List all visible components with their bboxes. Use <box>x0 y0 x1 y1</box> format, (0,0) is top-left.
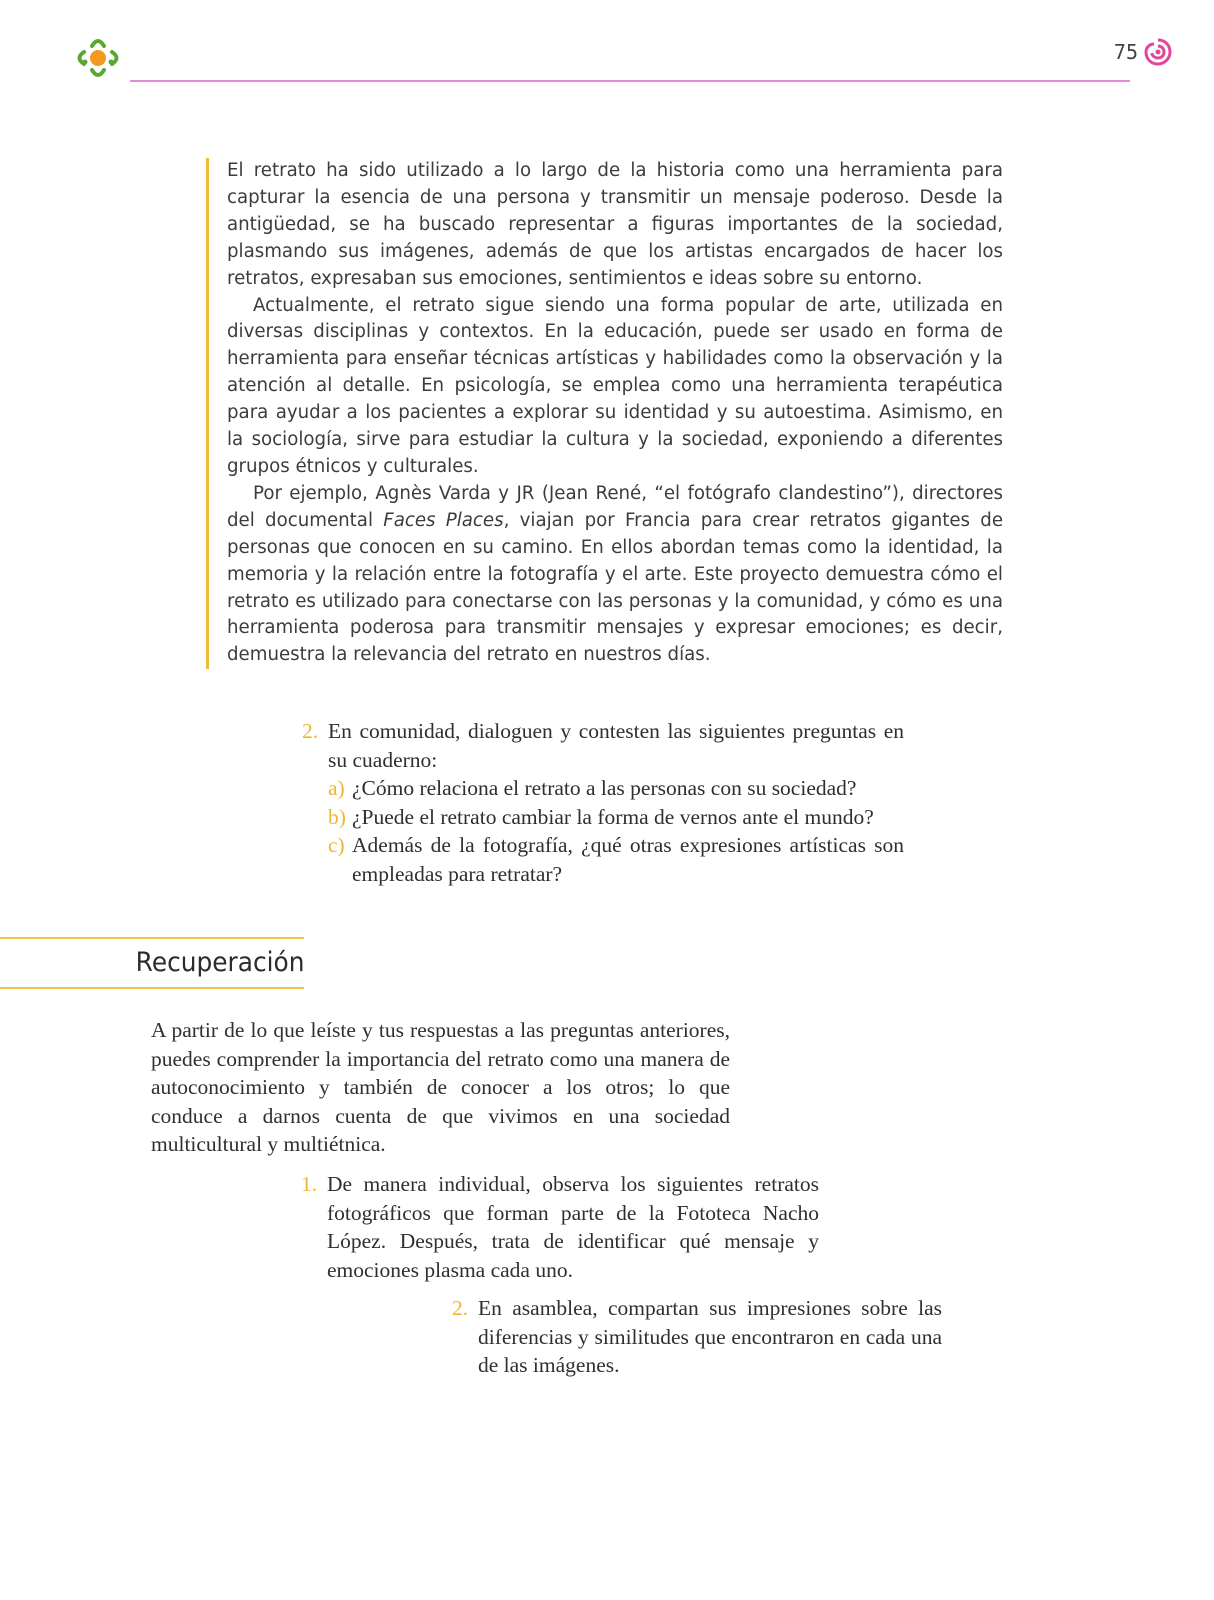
section-paragraph: A partir de lo que leíste y tus respuestas a las preguntas anteriores, puedes comprender la importancia del retrato como una manera de autoconocimiento y también de conocer a los otros; lo que conduce a darnos cuenta de que vivimos en una sociedad multicultural y multiétnica. <box>151 1018 730 1157</box>
activity-item <box>301 1170 819 1284</box>
flower-logo-icon <box>72 32 124 84</box>
item-text: En comunidad, dialoguen y contesten las siguientes preguntas en su cuaderno: <box>328 719 904 772</box>
question-text: ¿Puede el retrato cambiar la forma de vernos ante el mundo? <box>352 804 874 829</box>
page-number: 75 <box>1113 40 1138 64</box>
reading-block <box>206 158 1003 669</box>
reading-paragraph: El retrato ha sido utilizado a lo largo de la historia como una herramienta para capturar la esencia de una persona y transmitir un mensaje poderoso. Desde la antigüedad, se ha buscado representar a figuras importantes de la sociedad, plasmando sus imágenes, además de que los artistas encargados de hacer los retratos, expresaban sus emociones, sentimientos e ideas sobre su entorno. <box>227 160 1003 289</box>
question-item <box>328 774 904 803</box>
section-title: Recuperación <box>135 947 304 978</box>
reading-text: , viajan por Francia para crear retratos gigantes de personas que conocen en su camino. En ellos abordan temas como la identidad, la memoria y la relación entre la fotografía y el arte. Este proyecto demuestra cómo el retrato es utilizado para conectarse con las personas y la comunidad, y cómo es una herramienta poderosa para transmitir mensajes y expresar emociones; es decir, demuestra la relevancia del retrato en nuestros días. <box>227 509 1004 666</box>
reading-paragraph: Actualmente, el retrato sigue siendo una forma popular de arte, utilizada en diversas disciplinas y contextos. En la educación, puede ser usado en forma de herramienta para enseñar técnicas artísticas y habilidades como la observación y la atención al detalle. En psicología, se emplea como una herramienta terapéutica para ayudar a los pacientes a explorar su identidad y su autoestima. Asimismo, en la sociología, sirve para estudiar la cultura y la sociedad, exponiendo a diferentes grupos étnicos y culturales. <box>227 294 1003 477</box>
question-text: ¿Cómo relaciona el retrato a las personas con su sociedad? <box>352 776 857 801</box>
item-text: En asamblea, compartan sus impresiones sobre las diferencias y similitudes que encontraron en cada una de las imágenes. <box>478 1296 942 1378</box>
film-title: Faces Places <box>383 509 504 531</box>
question-item <box>328 831 904 888</box>
item-text: De manera individual, observa los siguientes retratos fotográficos que forman parte de la Fototeca Nacho López. Después, trata de identificar qué mensaje y emociones plasma cada uno. <box>327 1172 819 1282</box>
item-number: 2. <box>452 1296 469 1320</box>
question-letter: c) <box>328 833 345 858</box>
pink-ornament-icon <box>1142 36 1174 68</box>
reading-paragraph <box>227 481 1003 669</box>
reading-text: Por ejemplo, Agnès Varda y JR (Jean René, “el fotógrafo clandestino”), directores del documental <box>227 482 1003 531</box>
question-text: Además de la fotografía, ¿qué otras expresiones artísticas son empleadas para retratar? <box>352 833 904 886</box>
activity-item <box>302 717 904 889</box>
item-number: 1. <box>301 1172 318 1196</box>
question-letter: a) <box>328 776 345 801</box>
question-item <box>328 803 904 832</box>
header-rule <box>130 80 1130 82</box>
activity-item <box>452 1294 942 1380</box>
item-number: 2. <box>302 719 319 743</box>
section-heading-box <box>0 937 304 989</box>
question-letter: b) <box>328 804 346 829</box>
